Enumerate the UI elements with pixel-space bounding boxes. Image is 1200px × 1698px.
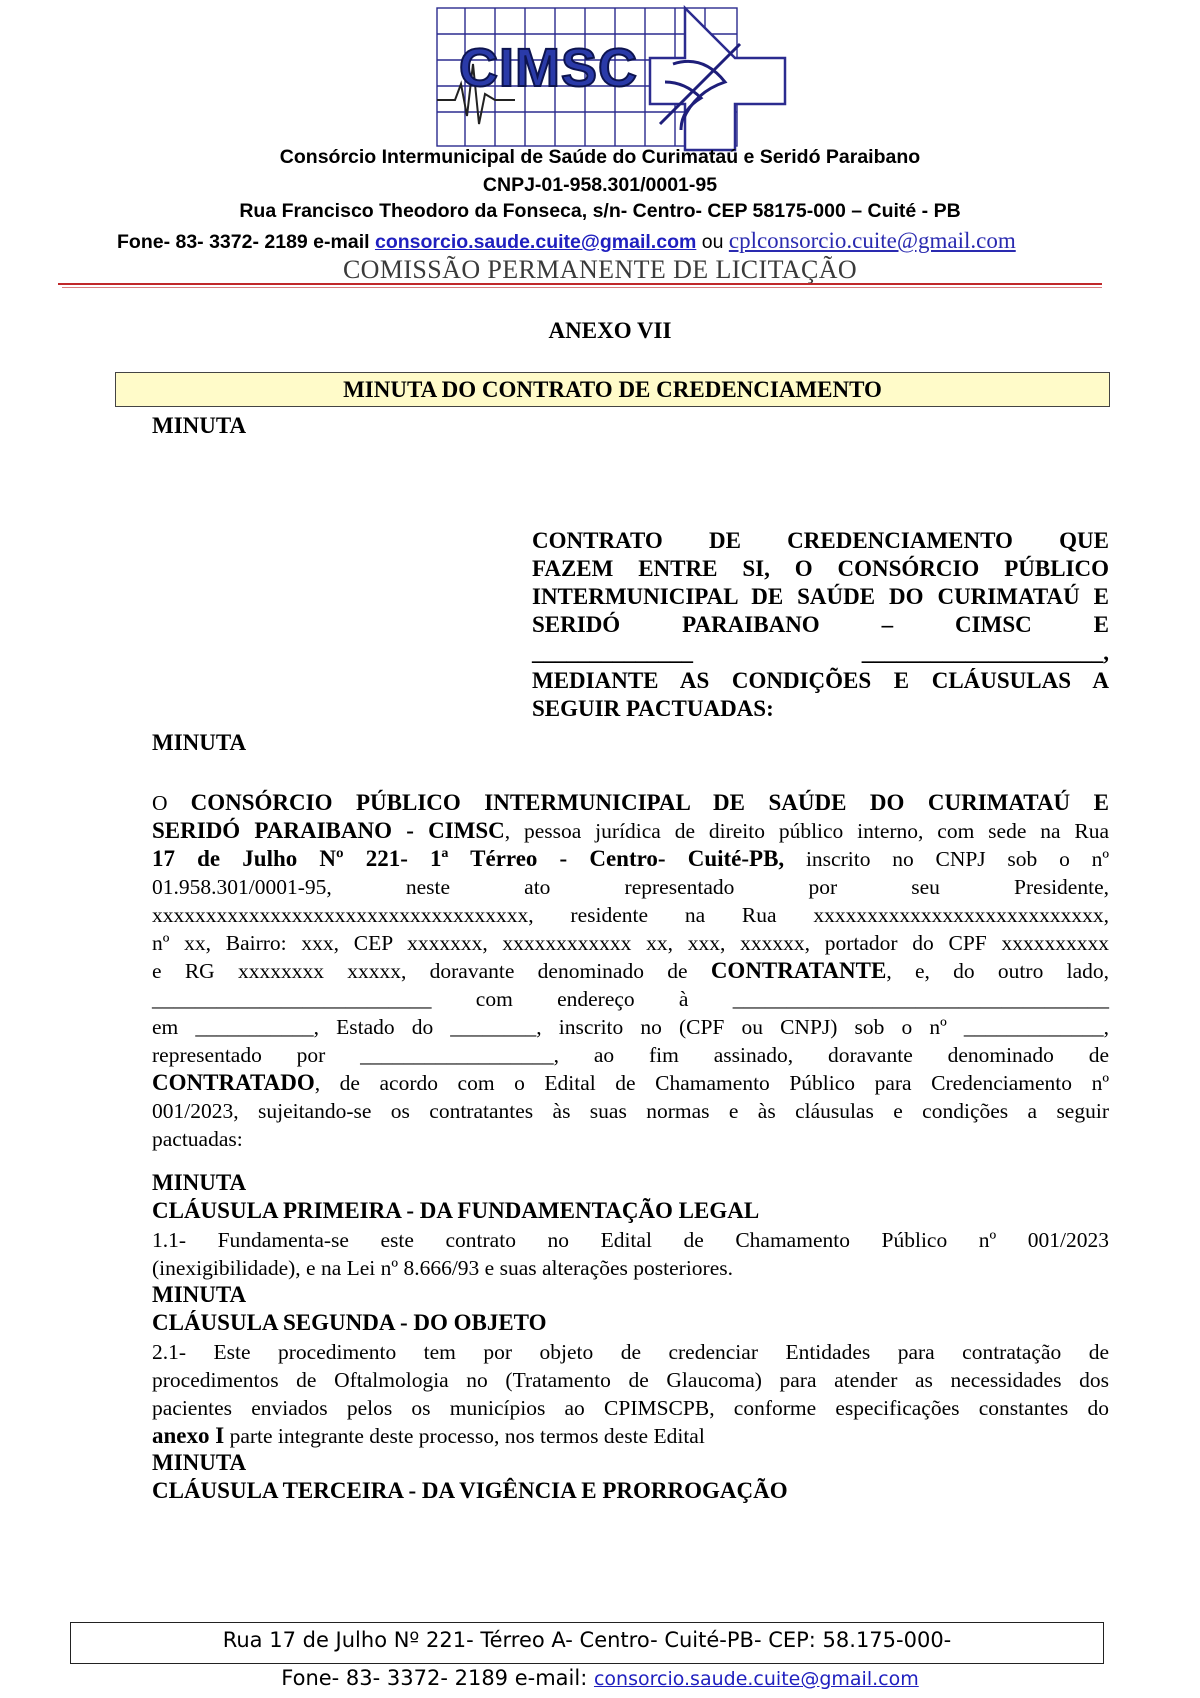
footer-address: Rua 17 de Julho Nº 221- Térreo A- Centro- Cuité-PB- CEP: 58.175-000- xyxy=(222,1628,952,1652)
contratante-label: CONTRATANTE xyxy=(710,958,887,983)
header-divider xyxy=(58,283,1102,285)
consortium-name-cont: SERIDÓ PARAIBANO - CIMSC xyxy=(152,818,505,843)
text: inscrito no CNPJ sob o nº xyxy=(784,847,1109,871)
clause-2-title: CLÁUSULA SEGUNDA - DO OBJETO xyxy=(152,1310,547,1335)
preamble-line: ______________ _____________________, xyxy=(532,640,1109,665)
contract-preamble xyxy=(532,527,1109,723)
footer-box xyxy=(70,1622,1104,1664)
watermark-minuta: MINUTA xyxy=(152,413,247,438)
annex-title: ANEXO VII xyxy=(548,318,672,343)
footer-phone: Fone- 83- 3372- 2189 e-mail: xyxy=(281,1666,594,1690)
logo-text: CIMSC xyxy=(459,38,638,98)
text: 001/2023, sujeitando-se os contratantes às suas normas e às cláusulas e condições a seguir xyxy=(152,1099,1109,1123)
watermark-minuta: MINUTA xyxy=(152,1170,247,1195)
email-link-2[interactable]: cplconsorcio.cuite@gmail.com xyxy=(728,228,1016,253)
text: procedimentos de Oftalmologia no (Tratamento de Glaucoma) para atender as necessidades dos xyxy=(152,1368,1109,1392)
org-cnpj: CNPJ-01-958.301/0001-95 xyxy=(482,174,718,196)
preamble-line: CONTRATO DE CREDENCIAMENTO QUE xyxy=(532,528,1109,553)
footer-contact xyxy=(0,1666,1200,1690)
preamble-line: MEDIANTE AS CONDIÇÕES E CLÁUSULAS A xyxy=(532,668,1109,693)
text: parte integrante deste processo, nos termos deste Edital xyxy=(224,1424,705,1448)
preamble-line: FAZEM ENTRE SI, O CONSÓRCIO PÚBLICO xyxy=(532,556,1109,581)
header-divider-shadow xyxy=(62,287,1102,288)
text: xxxxxxxxxxxxxxxxxxxxxxxxxxxxxxxxxxx, residente na Rua xxxxxxxxxxxxxxxxxxxxxxxxxxx, xyxy=(152,903,1109,927)
org-address: Rua Francisco Theodoro da Fonseca, s/n- Centro- CEP 58175-000 – Cuité - PB xyxy=(239,200,961,222)
text: , e, do outro lado, xyxy=(886,959,1109,983)
consortium-name: CONSÓRCIO PÚBLICO INTERMUNICIPAL DE SAÚDE DO CURIMATAÚ E xyxy=(190,790,1109,815)
email-link-1[interactable]: consorcio.saude.cuite@gmail.com xyxy=(374,231,697,253)
preamble-line: SERIDÓ PARAIBANO – CIMSC E xyxy=(532,612,1109,637)
text: 1.1- Fundamenta-se este contrato no Edital de Chamamento Público nº 001/2023 xyxy=(152,1228,1109,1252)
text: pactuadas: xyxy=(152,1127,243,1151)
blank-line: __________________________ com endereço à ___________________________________ xyxy=(152,987,1109,1011)
preamble-line: SEGUIR PACTUADAS: xyxy=(532,696,774,721)
text: nº xx, Bairro: xxx, CEP xxxxxxx, xxxxxxxxxxxx xx, xxx, xxxxxx, portador do CPF xxxxxxxxxx xyxy=(152,931,1109,955)
text: , de acordo com o Edital de Chamamento Público para Credenciamento nº xyxy=(314,1071,1109,1095)
text: representado por __________________, ao fim assinado, doravante denominado de xyxy=(152,1043,1109,1067)
consortium-address: 17 de Julho Nº 221- 1ª Térreo - Centro- Cuité-PB, xyxy=(152,846,785,871)
text: , pessoa jurídica de direito público interno, com sede na Rua xyxy=(504,819,1109,843)
watermark-minuta: MINUTA xyxy=(152,730,247,755)
contract-title-box xyxy=(115,372,1110,407)
org-contact xyxy=(117,228,1016,254)
watermark-minuta: MINUTA xyxy=(152,1282,247,1307)
org-name: Consórcio Intermunicipal de Saúde do Curimataú e Seridó Paraibano xyxy=(279,146,921,168)
clause-1-title: CLÁUSULA PRIMEIRA - DA FUNDAMENTAÇÃO LEGAL xyxy=(152,1198,760,1223)
contratado-label: CONTRATADO xyxy=(152,1070,315,1095)
footer-email-link[interactable]: consorcio.saude.cuite@gmail.com xyxy=(593,1668,919,1690)
text: 01.958.301/0001-95, neste ato representado por seu Presidente, xyxy=(152,875,1109,899)
phone-text: Fone- 83- 3372- 2189 e-mail xyxy=(117,231,375,253)
clause-2-body xyxy=(152,1338,1109,1450)
text: (inexigibilidade), e na Lei nº 8.666/93 e suas alterações posteriores. xyxy=(152,1256,734,1280)
contract-title: MINUTA DO CONTRATO DE CREDENCIAMENTO xyxy=(343,377,882,402)
ou-text: ou xyxy=(696,231,729,253)
text: O xyxy=(152,791,191,815)
blank-line: em ___________, Estado do ________, inscrito no (CPF ou CNPJ) sob o nº _____________, xyxy=(152,1015,1109,1039)
cimsc-logo xyxy=(435,4,790,152)
text: e RG xxxxxxxx xxxxx, doravante denominado de xyxy=(152,959,711,983)
commission-title: COMISSÃO PERMANENTE DE LICITAÇÃO xyxy=(342,255,858,284)
preamble-line: INTERMUNICIPAL DE SAÚDE DO CURIMATAÚ E xyxy=(532,584,1109,609)
watermark-minuta: MINUTA xyxy=(152,1450,247,1475)
parties-paragraph xyxy=(152,789,1109,1153)
text: pacientes enviados pelos os municípios ao CPIMSCPB, conforme especificações constantes do xyxy=(152,1396,1109,1420)
clause-1-body xyxy=(152,1226,1109,1282)
text: 2.1- Este procedimento tem por objeto de credenciar Entidades para contratação de xyxy=(152,1340,1109,1364)
clause-3-title: CLÁUSULA TERCEIRA - DA VIGÊNCIA E PRORROGAÇÃO xyxy=(152,1478,788,1503)
annex-reference: anexo I xyxy=(152,1423,225,1448)
